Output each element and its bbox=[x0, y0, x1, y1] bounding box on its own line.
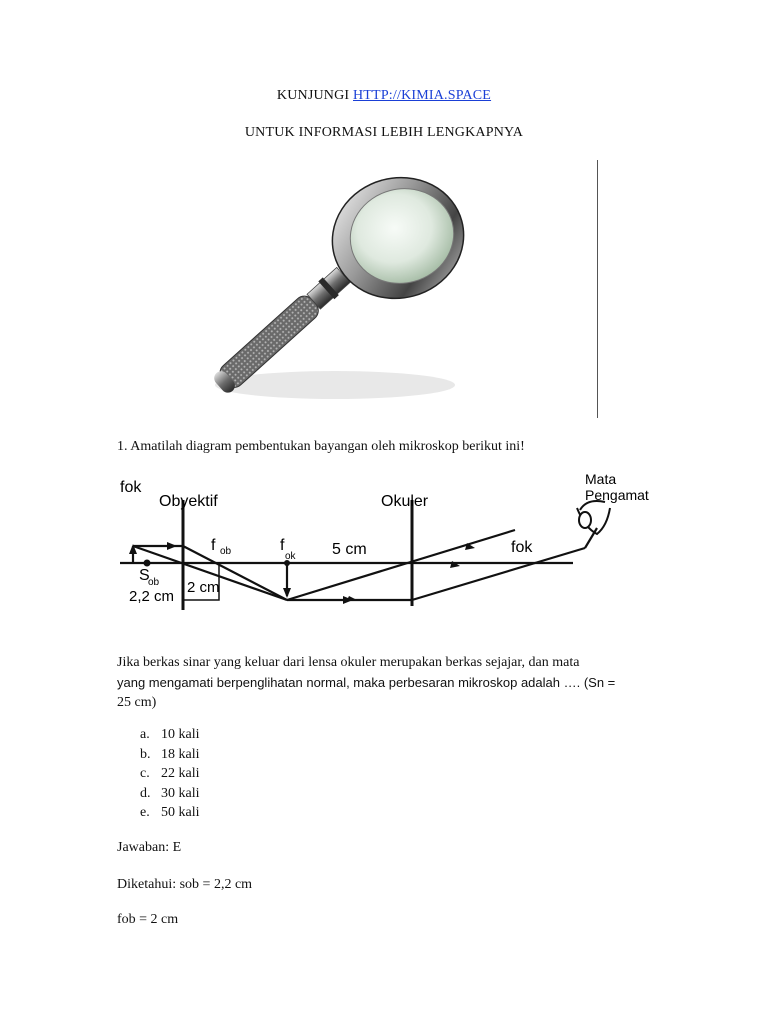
focal-point-dot bbox=[144, 560, 151, 567]
label-fok-mid: f bbox=[280, 537, 285, 554]
stem-line-1: Jika berkas sinar yang keluar dari lensa okuler merupakan berkas sejajar, dan mata bbox=[117, 655, 580, 670]
option-a: a. 10 kali bbox=[140, 727, 200, 742]
label-fok-right: fok bbox=[511, 539, 533, 556]
header-website-link[interactable]: HTTP://KIMIA.SPACE bbox=[353, 88, 492, 103]
vertical-divider bbox=[597, 160, 598, 418]
label-okuler: Okuler bbox=[381, 493, 429, 510]
stem-line-2: yang mengamati berpenglihatan normal, maka perbesaran mikroskop adalah …. (Sn = bbox=[117, 675, 616, 690]
label-sob: S bbox=[139, 567, 150, 584]
header-line-2: UNTUK INFORMASI LEBIH LENGKAPNYA bbox=[244, 125, 524, 140]
label-2cm: 2 cm bbox=[187, 579, 220, 596]
option-c: c. 22 kali bbox=[140, 766, 200, 781]
microscope-diagram bbox=[115, 468, 660, 618]
label-fok-left: fok bbox=[120, 479, 142, 496]
ray-arrow bbox=[167, 542, 177, 550]
option-b: b. 18 kali bbox=[140, 746, 200, 762]
label-5cm: 5 cm bbox=[332, 541, 367, 558]
stem-line-3: 25 cm) bbox=[117, 695, 157, 710]
label-fok-mid-sub: ok bbox=[285, 551, 296, 562]
header-visit-text: KUNJUNGI bbox=[276, 88, 353, 103]
label-mata: Mata bbox=[585, 471, 617, 487]
label-obyektif: Obyektif bbox=[159, 493, 218, 510]
label-pengamat: Pengamat bbox=[585, 487, 649, 503]
option-e: e. 50 kali bbox=[140, 805, 200, 820]
magnifying-glass-image bbox=[160, 170, 480, 420]
label-sob-value: 2,2 cm bbox=[129, 588, 175, 605]
header-line-1 bbox=[0, 88, 768, 104]
given-fob: fob = 2 cm bbox=[117, 912, 179, 927]
option-d: d. 30 kali bbox=[140, 785, 200, 801]
given-sob: Diketahui: sob = 2,2 cm bbox=[117, 877, 253, 892]
answer-text: Jawaban: E bbox=[117, 840, 182, 855]
eye-icon bbox=[577, 501, 610, 534]
label-fob: f bbox=[211, 537, 216, 554]
answer-options bbox=[140, 725, 200, 823]
question-stem bbox=[117, 653, 657, 713]
label-sob-sub: ob bbox=[148, 577, 160, 588]
label-fob-sub: ob bbox=[220, 546, 232, 557]
question-text: 1. Amatilah diagram pembentukan bayangan oleh mikroskop berikut ini! bbox=[117, 439, 525, 454]
